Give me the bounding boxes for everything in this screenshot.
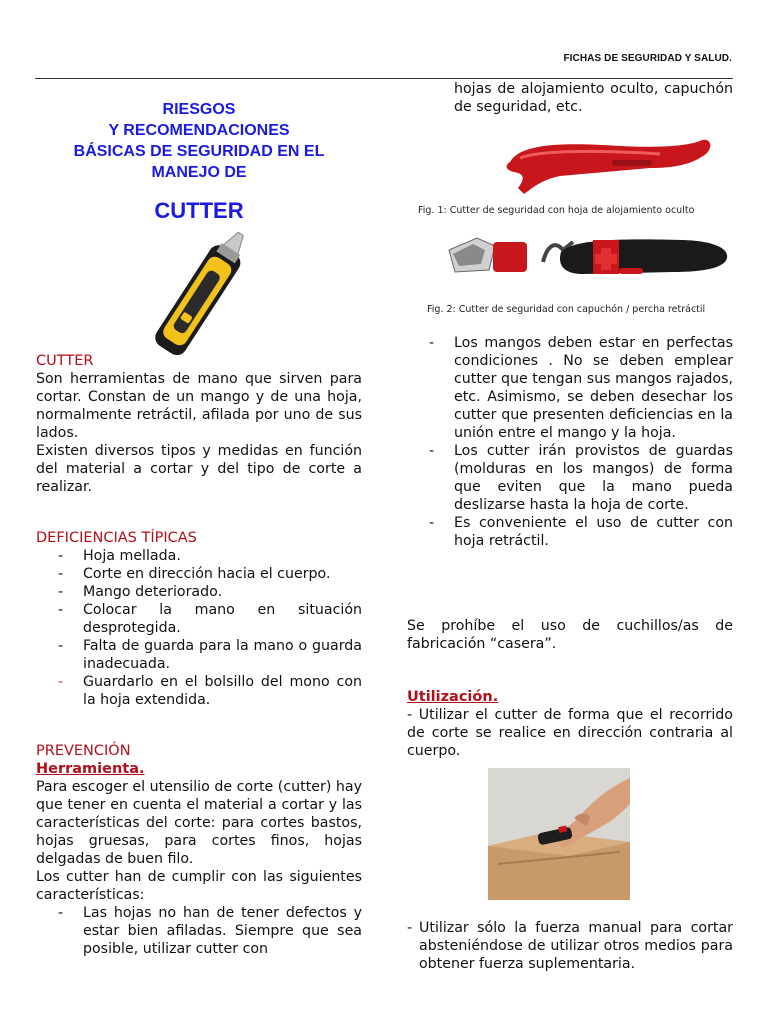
prevencion-paragraph-2: Los cutter han de cumplir con las siguientes características: bbox=[36, 869, 362, 903]
list-item: - Mango deteriorado. bbox=[58, 584, 223, 600]
list-item: - Hoja mellada. bbox=[58, 548, 181, 564]
title-line-2: Y RECOMENDACIONES bbox=[108, 122, 290, 139]
deficiencias-list bbox=[36, 547, 362, 709]
title-cutter: CUTTER bbox=[154, 198, 244, 223]
herramienta-subheading: Herramienta. bbox=[36, 761, 145, 777]
mangos-list bbox=[407, 334, 733, 550]
herramienta-list bbox=[36, 904, 362, 958]
title-line-1: RIESGOS bbox=[162, 101, 236, 118]
hand-cutting-box-image bbox=[488, 768, 630, 900]
dash-marker: - bbox=[407, 920, 413, 936]
list-item: - Guardarlo en el bolsillo del mono con la hoja extendida. bbox=[58, 674, 362, 708]
deficiencias-heading: DEFICIENCIAS TÍPICAS bbox=[36, 530, 197, 546]
yellow-cutter-image bbox=[128, 228, 278, 360]
figure-1-caption: Fig. 1: Cutter de seguridad con hoja de alojamiento oculto bbox=[418, 205, 695, 216]
utilizacion-heading: Utilización. bbox=[407, 689, 499, 705]
list-item: - Colocar la mano en situación desprotegida. bbox=[58, 602, 362, 636]
red-safety-cutter-image bbox=[500, 132, 720, 198]
list-item-continued: hojas de alojamiento oculto, capuchón de seguridad, etc. bbox=[454, 81, 733, 115]
cutter-paragraph-1: Son herramientas de mano que sirven para cortar. Constan de un mango y de una hoja, normalmente retráctil, afilada por uno de sus lados. bbox=[36, 371, 362, 441]
list-item: - Los mangos deben estar en perfectas condiciones . No se deben emplear cutter que tengan sus mangos rajados, etc. Asimismo, se deben desechar los cutter que presenten deficiencias en la unión entre el mango y la hoja. bbox=[429, 335, 733, 441]
list-item: - Es conveniente el uso de cutter con hoja retráctil. bbox=[429, 515, 733, 549]
header-rule bbox=[35, 78, 733, 79]
utilizacion-paragraph-2: Utilizar sólo la fuerza manual para cortar absteniéndose de utilizar otros medios para obtener fuerza suplementaria. bbox=[419, 920, 733, 972]
list-item: - Los cutter irán provistos de guardas (molduras en los mangos) de forma que eviten que la mano pueda deslizarse hasta la hoja de corte. bbox=[429, 443, 733, 513]
page-header: FICHAS DE SEGURIDAD Y SALUD. bbox=[563, 53, 732, 64]
list-item: - Las hojas no han de tener defectos y estar bien afiladas. Siempre que sea posible, utilizar cutter con bbox=[58, 905, 362, 957]
cutter-paragraph-2: Existen diversos tipos y medidas en función del material a cortar y del tipo de corte a realizar. bbox=[36, 443, 362, 495]
utilizacion-paragraph-1: - Utilizar el cutter de forma que el recorrido de corte se realice en dirección contraria al cuerpo. bbox=[407, 707, 733, 759]
prevencion-heading: PREVENCIÓN bbox=[36, 743, 131, 759]
title-line-4: MANEJO DE bbox=[151, 164, 247, 181]
list-item: - Falta de guarda para la mano o guarda inadecuada. bbox=[58, 638, 362, 672]
prevencion-paragraph-1: Para escoger el utensilio de corte (cutter) hay que tener en cuenta el material a cortar y las características del corte: para cortes bastos, hojas gruesas, para cortes finos, hojas delgadas de buen filo. bbox=[36, 779, 362, 867]
list-item: - Corte en dirección hacia el cuerpo. bbox=[58, 566, 331, 582]
title-line-3: BÁSICAS DE SEGURIDAD EN EL bbox=[73, 143, 325, 160]
cutter-with-cap-image bbox=[443, 232, 733, 280]
prohibe-paragraph: Se prohíbe el uso de cuchillos/as de fabricación “casera”. bbox=[407, 618, 733, 652]
cutter-heading: CUTTER bbox=[36, 353, 94, 369]
figure-2-caption: Fig. 2: Cutter de seguridad con capuchón / percha retráctil bbox=[427, 304, 706, 315]
